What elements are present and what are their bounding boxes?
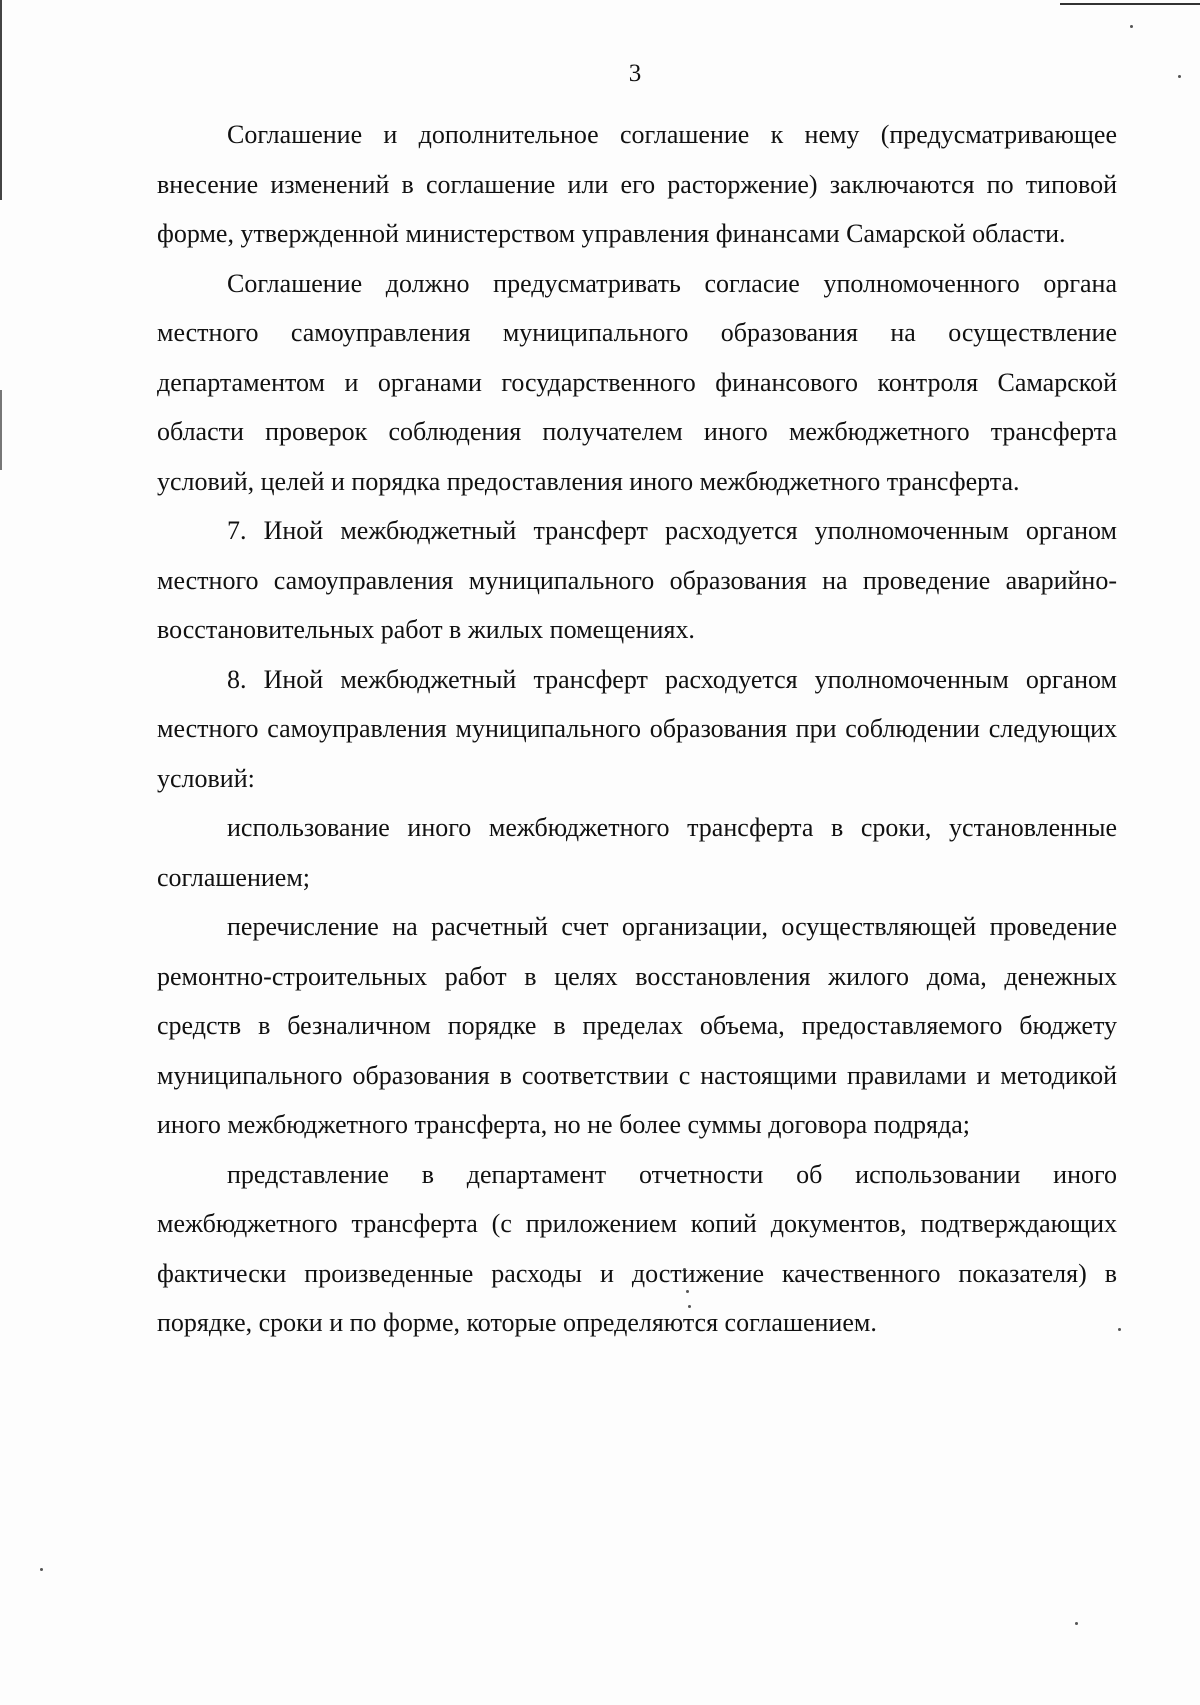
scan-edge-artifact — [0, 0, 2, 200]
paragraph-item-8: 8. Иной межбюджетный трансферт расходуется уполномоченным органом местного самоуправления муниципального образования при соблюдении следующих условий: — [157, 664, 1117, 793]
paragraph-condition-usage: использование иного межбюджетного трансферта в сроки, установленные соглашением; — [157, 813, 1117, 892]
scan-edge-artifact — [0, 390, 2, 470]
scan-speck — [1075, 1622, 1078, 1625]
paragraph-item-7: 7. Иной межбюджетный трансферт расходуется уполномоченным органом местного самоуправления муниципального образования на проведение аварийно-восстановительных работ в жилых помещениях. — [157, 516, 1117, 644]
page-number: 3 — [628, 60, 642, 87]
scan-speck — [40, 1568, 43, 1571]
scan-edge-artifact — [1060, 3, 1200, 5]
paragraph-condition-reporting: представление в департамент отчетности об использовании иного межбюджетного трансферта (с приложением копий документов, подтверждающих фактически произведенные расходы и достижение качественного показателя) в порядке, сроки и по форме, которые определяются соглашением. — [157, 1159, 1117, 1337]
paragraph-agreement-consent: Соглашение должно предусматривать согласие уполномоченного органа местного самоуправления муниципального образования на осуществление департаментом и органами государственного финансового контроля Самарской области проверок соблюдения получателем иного межбюджетного трансферта условий, целей и порядка предоставления иного межбюджетного трансферта. — [157, 268, 1117, 496]
scan-speck — [1118, 1328, 1121, 1331]
paragraph-condition-transfer: перечисление на расчетный счет организации, осуществляющей проведение ремонтно-строительных работ в целях восстановления жилого дома, денежных средств в безналичном порядке в пределах объема, предоставляемого бюджету муниципального образования в соответствии с настоящими правилами и методикой иного межбюджетного трансферта, но не более суммы договора подряда; — [157, 912, 1117, 1139]
scan-speck — [1130, 25, 1133, 28]
document-body — [157, 110, 1117, 1348]
paragraph-agreement-form: Соглашение и дополнительное соглашение к нему (предусматривающее внесение изменений в соглашение или его расторжение) заключаются по типовой форме, утвержденной министерством управления финансами Самарской области. — [157, 120, 1117, 248]
